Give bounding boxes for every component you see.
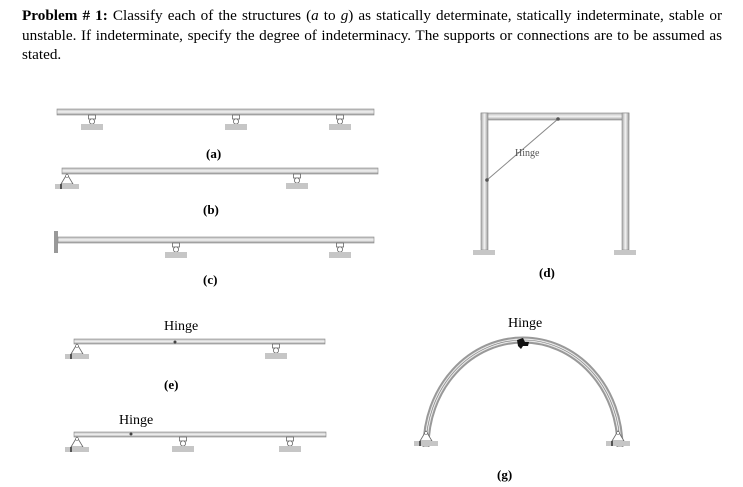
roller-support-icon xyxy=(329,115,351,130)
roller-support-icon xyxy=(165,243,187,258)
pin-support-icon xyxy=(606,431,630,446)
pin-support-icon xyxy=(65,344,89,359)
problem-text-to: to xyxy=(318,7,341,24)
problem-text-2: ) as statically determinate, statically indeterminate, stable or unstable. If indeterminate, specify the degree of indeterminacy. The supports or connections are to be assumed as stated. xyxy=(22,7,722,63)
label-b: (b) xyxy=(203,202,219,217)
label-d: (d) xyxy=(539,265,555,280)
structure-d xyxy=(473,113,636,280)
problem-letter-a: a xyxy=(311,7,319,24)
structure-c xyxy=(54,231,374,287)
hinge-label-g: Hinge xyxy=(508,316,543,331)
structure-e-top xyxy=(65,319,325,392)
roller-support-icon xyxy=(225,115,247,130)
roller-support-icon xyxy=(286,174,308,189)
problem-text-1: Classify each of the structures ( xyxy=(107,7,312,24)
structure-b xyxy=(55,168,378,217)
structure-a xyxy=(57,109,374,161)
roller-support-icon xyxy=(81,115,103,130)
roller-support-icon xyxy=(329,243,351,258)
hinge-label-d: Hinge xyxy=(515,148,540,159)
hinge-label-e-top: Hinge xyxy=(164,319,199,334)
label-g: (g) xyxy=(497,467,513,482)
pin-support-icon xyxy=(414,431,438,446)
label-c: (c) xyxy=(203,272,218,287)
roller-support-icon xyxy=(172,437,194,452)
label-a: (a) xyxy=(206,146,222,161)
structure-e-bottom xyxy=(65,413,326,452)
label-e: (e) xyxy=(164,377,179,392)
pin-support-icon xyxy=(65,437,89,452)
pin-support-icon xyxy=(55,174,79,189)
hinge-label-e-bottom: Hinge xyxy=(119,413,154,428)
problem-letter-g: g xyxy=(340,7,349,24)
structure-g xyxy=(414,316,630,482)
problem-heading: Problem # 1: xyxy=(22,7,108,24)
roller-support-icon xyxy=(279,437,301,452)
roller-support-icon xyxy=(265,344,287,359)
